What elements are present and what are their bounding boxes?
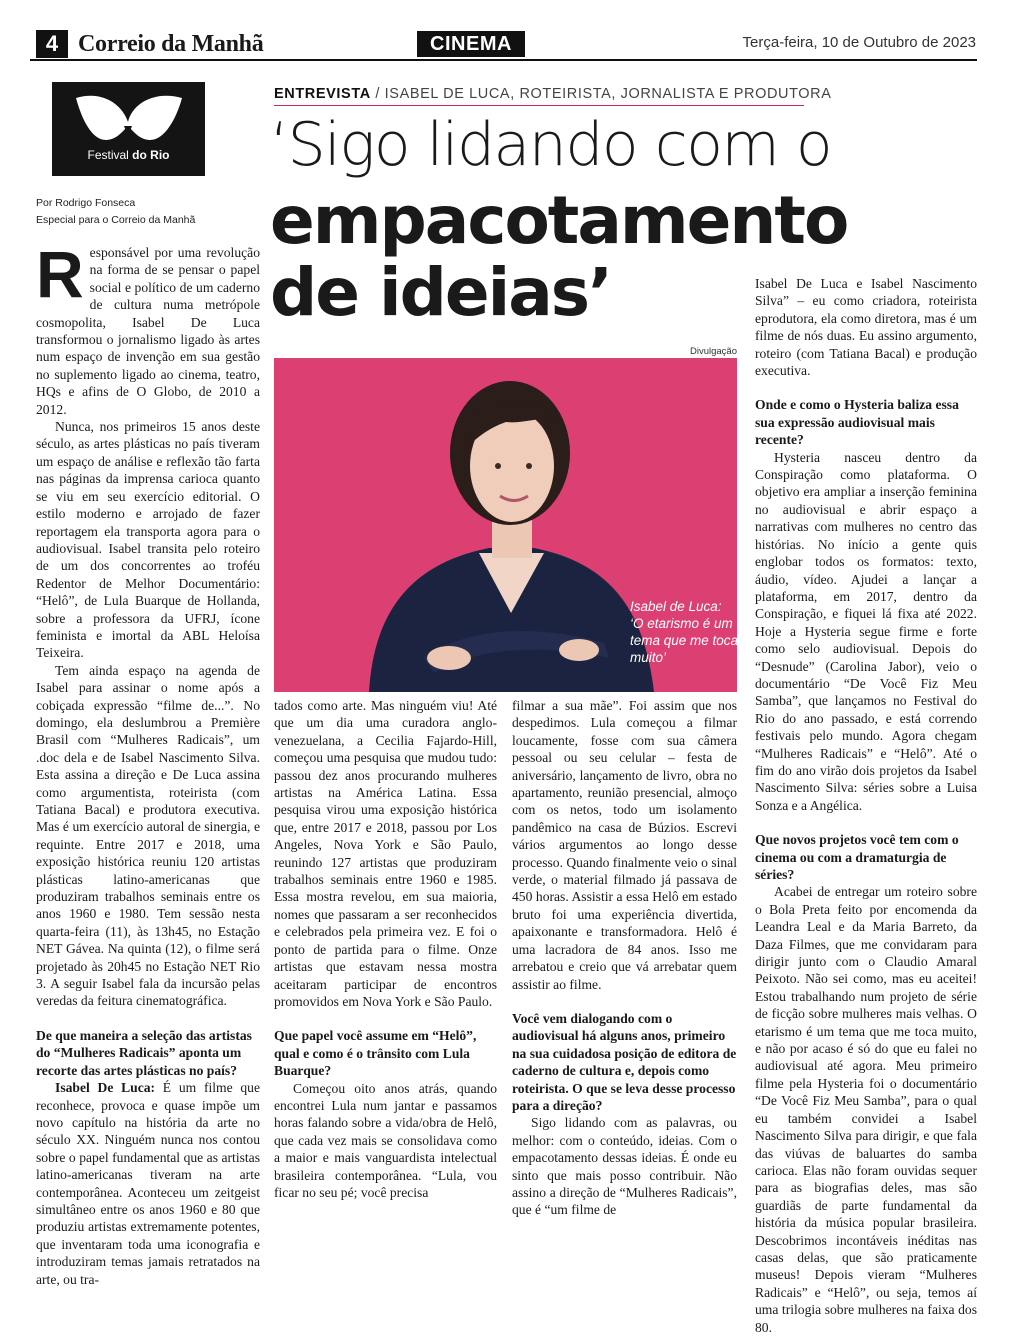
interview-question: Que novos projetos você tem com o cinema ou com a dramaturgia de séries?	[755, 832, 959, 882]
festival-logo-text	[52, 148, 205, 162]
festival-word: Festival	[87, 148, 129, 162]
photo-caption	[630, 598, 740, 666]
article-column-3	[512, 697, 737, 1219]
paragraph-text: esponsável por uma revolução na forma de se pensar o papel social e político de um caderno de cultura numa metrópole cosmopolita, Isabel De Luca transformou o jornalismo ligado às artes num espaço de invenção em sua gestão no suplemento ligado ao cinema, teatro, HQs e afins de O Globo, de 2010 a 2012.	[36, 245, 260, 417]
article-paragraph: Acabei de entregar um roteiro sobre o Bola Preta feito por encomenda da Leandra Leal e da Maria Barreto, da Daza Filmes, que me convidaram para dirigir junto com o Claudio Amaral Peixoto. Não sei como, mas eu aceitei! Estou trabalhando num projeto de série de ficção sobre mulheres mais velhas. O etarismo é um tema que me toca muito, e não por acaso é só do que eu falei no audiovisual até agora. Meu primeiro filme pela Hysteria foi o documentário “De Você Fiz Meu Samba”, para o qual eu também convidei a Isabel Nascimento Silva para dirigir, e que fala das viúvas de baluartes do samba carioca. Elas não foram ouvidas sequer para as biografias deles, mas são guardiãs de parte fundamental da história da música popular brasileira. Descobrimos incontáveis inéditas nas casas delas, que são praticamente museus! Depois vieram “Mulheres Radicais” e “Helô”, ou seja, temos aí uma trilogia sobre mulheres na faixa dos 80.	[755, 884, 977, 1335]
masthead: Correio da Manhã	[78, 31, 264, 57]
article-paragraph: filmar a sua mãe”. Foi assim que nos despedimos. Lula começou a filmar loucamente, fosse com sua câmera pessoal ou seu celular – festa de aniversário, lançamento de livro, obra no apartamento, reunião presencial, almoço com os netos, todo um isolamento pandêmico na casa de Búzios. Escrevi vários argumentos ao longo desse processo. Quando finalmente veio o sinal verde, o material filmado já passava de 450 horas. Assistir a essa Helô em estado bruto foi uma experiência divertida, apaixonante e transformadora. Helô é uma lacradora de 84 anos. Isso me arrebatou e creio que vá arrebatar quem assistir ao filme.	[512, 698, 737, 992]
article-column-4	[755, 275, 977, 1336]
festival-name: do Rio	[132, 148, 170, 162]
photo-credit: Divulgação	[690, 346, 737, 357]
interview-question: Que papel você assume em “Helô”, qual e como é o trânsito com Lula Buarque?	[274, 1028, 477, 1079]
article-column-2	[274, 697, 497, 1201]
page-number: 4	[36, 30, 68, 58]
kicker-rule	[274, 105, 804, 106]
answer-speaker: Isabel De Luca:	[55, 1080, 156, 1096]
byline	[36, 195, 195, 229]
article-column-1	[36, 237, 260, 1288]
paragraph-text: É um filme que reconhece, provoca e quase impõe um novo capítulo na história da arte no século XX. Ninguém nunca nos contou sobre o papel fundamental que as artistas latino-americanas tiveram na arte contemporânea. Aconteceu um zeitgeist simultâneo entre os anos 1960 e 80 que produziu artistas extremamente potentes, que inventaram toda uma iconografia e introduziram temas jamais retratados na arte, ou tra-	[36, 1080, 260, 1287]
headline-line-3: de ideias’	[270, 254, 612, 331]
article-paragraph: Nunca, nos primeiros 15 anos deste século, as artes plásticas no país tiveram um espaço de análise e reflexão tão farta nas páginas da imprensa carioca quanto se viu em seu exercício editorial. O estilo moderno e arrojado de fazer reportagem ela transporta agora para o audiovisual. Isabel transita pelo roteiro de um dos concorrentes ao troféu Redentor de Melhor Documentário: “Helô”, de Lula Buarque de Hollanda, sobre a professora da UFRJ, ícone feminista e imortal da ABL Heloísa Teixeira.	[36, 419, 260, 661]
section-label: CINEMA	[417, 31, 525, 57]
byline-author: Por Rodrigo Fonseca	[36, 197, 136, 209]
interview-question: Você vem dialogando com o audiovisual há alguns anos, primeiro na sua cuidadosa posição de editora de caderno de cultura e, depois como roteirista. O que se leva desse processo para a direção?	[512, 1010, 737, 1113]
article-paragraph: Tem ainda espaço na agenda de Isabel para assinar o nome após a cobiçada expressão “filme de...”. No domingo, ela deslumbrou a Première Brasil com “Mulheres Radicais”, um .doc dela e de Isabel Nascimento Silva. Esta assina a direção e De Luca assina como argumentista, roteirista (com Tatiana Bacal) e produtora executiva. Mas é um exercício autoral de sinergia, e requinte. Entre 2017 e 2018, uma exposição histórica reuniu 120 artistas plásticas latino-americanas que produziram trabalhos seminais entre os anos 1960 e 1980. Tem sessão nesta quarta-feira (11), às 13h45, no Estação NET Gávea. Na quinta (12), o filme será projetado às 20h45 no Estação NET Rio 3. A seguir Isabel fala da incursão pelas veredas da feitura cinematográfica.	[36, 662, 260, 1009]
interview-question: Onde e como o Hysteria baliza essa sua expressão audiovisual mais recente?	[755, 397, 959, 448]
kicker-label: ENTREVISTA	[274, 86, 371, 102]
article-paragraph: Começou oito anos atrás, quando encontrei Lula num jantar e passamos horas falando sobre a vida/obra de Helô, que cada vez mais se consolidava como a maior e mais vanguardista intelectual brasileira contemporânea. “Lula, vou ficar no seu pé; você precisa	[274, 1080, 497, 1200]
article-paragraph	[36, 1079, 260, 1288]
kicker-separator: /	[370, 86, 385, 102]
headline-line-2: empacotamento	[270, 182, 848, 259]
issue-date: Terça-feira, 10 de Outubro de 2023	[742, 34, 976, 51]
caption-name: Isabel de Luca:	[630, 599, 722, 614]
caption-quote: ‘O etarismo é um tema que me toca muito’	[630, 616, 739, 665]
interview-question: De que maneira a seleção das artistas do “Mulheres Radicais” aponta um recorte das artes plásticas no país?	[36, 1027, 252, 1078]
article-paragraph: Sigo lidando com as palavras, ou melhor: com o conteúdo, ideias. Com o empacotamento dessas ideias. É onde eu sinto que mais posso contribuir. Não assino a direção de “Mulheres Radicais”, que é “um filme de	[512, 1115, 737, 1218]
article-paragraph	[36, 237, 260, 418]
kicker	[274, 86, 832, 102]
drop-cap: R	[36, 237, 84, 311]
article-paragraph: Hysteria nasceu dentro da Conspiração como plataforma. O objetivo era ampliar a inserção feminina no audiovisual e abrir espaço a narrativas com mulheres no centro das histórias. No início a gente quis englobar todos os formatos: texto, áudio, vídeo. Ajudei a lançar a plataforma, em 2017, dentro da Conspiração, e fiquei lá fixa até 2022. Hoje a Hysteria segue firme e forte como selo audiovisual. Depois do “Desnude” (Carolina Jabor), veio o documentário “De Você Fiz Meu Samba”, que lançamos no Festival do Rio do ano passado, e está correndo festivais pelo mundo. Agora chegam “Mulheres Radicais” e “Helô”. Até o fim do ano virão dois projetos da Isabel Nascimento Silva: séries sobre a Luisa Sonza e a Angélica.	[755, 449, 977, 813]
article-paragraph: tados como arte. Mas ninguém viu! Até que um dia uma curadora anglo-venezuelana, a Cecilia Fajardo-Hill, começou uma pesquisa que mudou tudo: passou dez anos procurando mulheres artistas na América Latina. Essa pesquisa virou uma exposição histórica que, entre 2017 e 2018, passou por Los Angeles, Nova York e São Paulo, reunindo 127 artistas que produziram trabalhos seminais entre 1960 e 1985. Essa mostra revelou, em sua maioria, nomes que passaram a ser reconhecidos e celebrados pela primeira vez. E foi o ponto de partida para o filme. Onze artistas que estavam nessa mostra aceitaram participar de encontros promovidos em Nova York e São Paulo.	[274, 698, 497, 1009]
byline-role: Especial para o Correio da Manhã	[36, 214, 196, 226]
headline-line-1: ‘Sigo lidando com o	[270, 110, 832, 180]
kicker-subject: ISABEL DE LUCA, ROTEIRISTA, JORNALISTA E PRODUTORA	[384, 86, 832, 102]
article-paragraph: Isabel De Luca e Isabel Nascimento Silva” – eu como criadora, roteirista eprodutora, ela como diretora, mas é um filme de nós duas. Eu assino argumento, roteiro (com Tatiana Bacal) e produção executiva.	[755, 276, 977, 379]
header-rule	[30, 59, 977, 61]
